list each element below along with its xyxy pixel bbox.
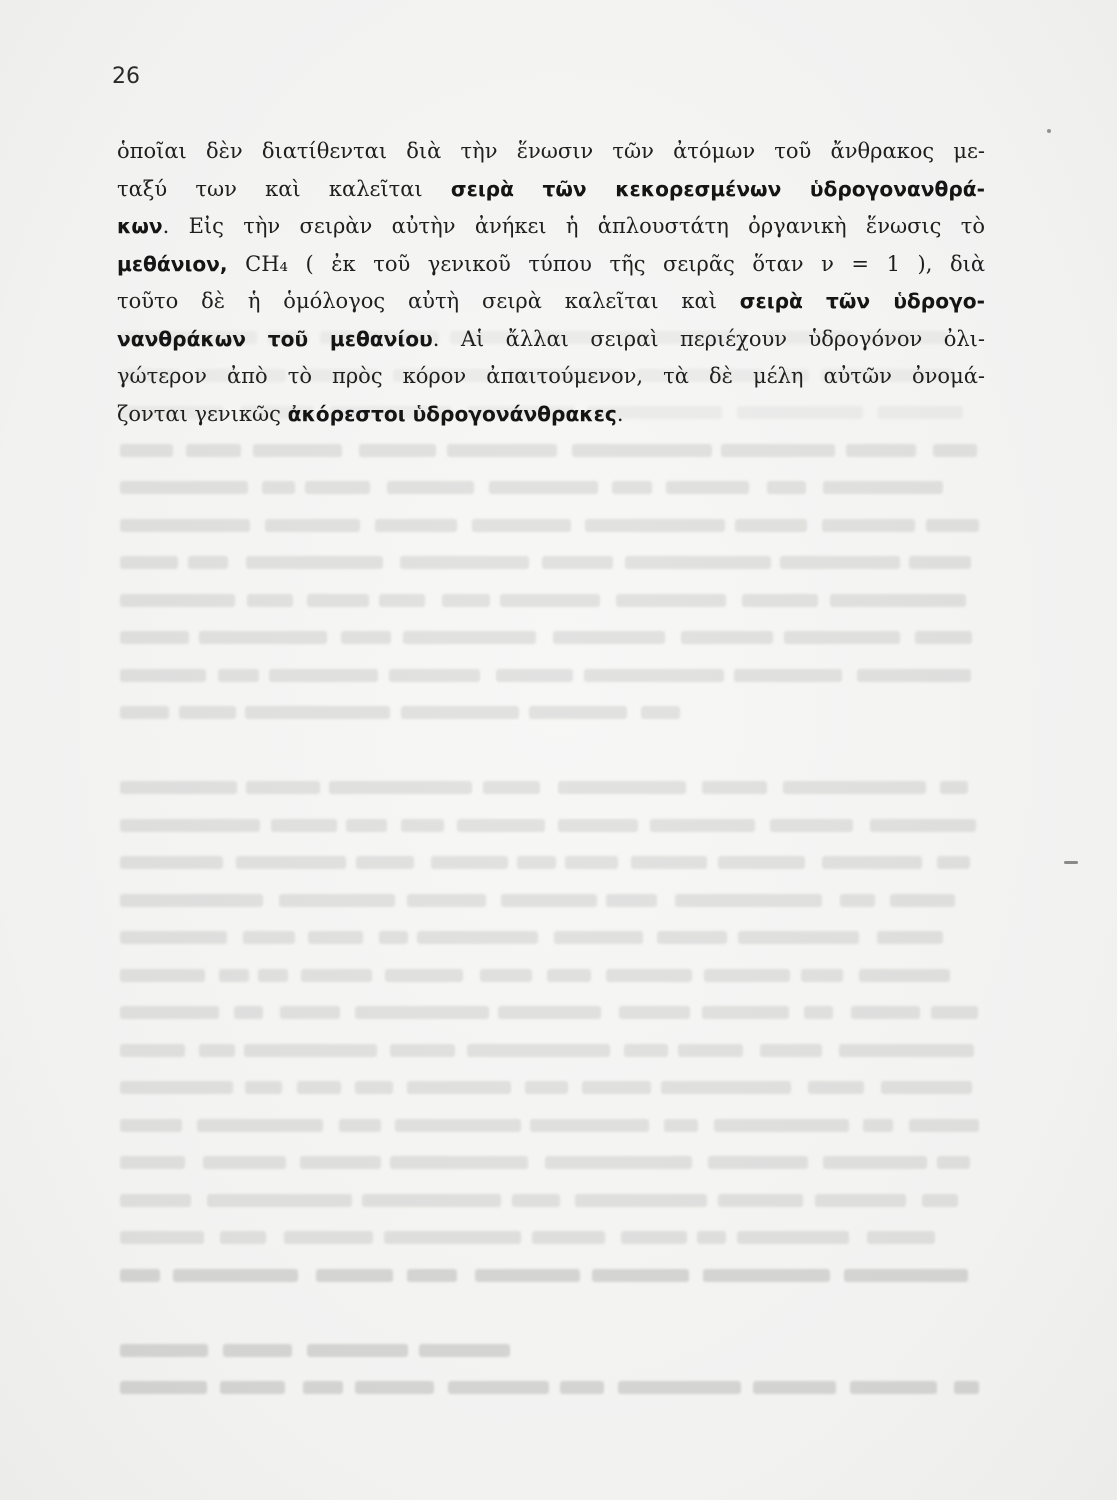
bleed-through-word	[738, 931, 860, 944]
text-run: ὁποῖαι δὲν διατίθενται διὰ τὴν ἕνωσιν τῶν ἀτόμων τοῦ ἄνθρακος με-	[117, 139, 985, 163]
bleed-through-word	[612, 481, 652, 494]
bleed-through-line	[120, 656, 990, 694]
text-run: τοῦτο δὲ ἡ ὁμόλογος αὐτὴ σειρὰ καλεῖται καὶ	[117, 289, 740, 313]
bleed-through-word	[616, 594, 726, 607]
text-line	[117, 246, 985, 284]
bleed-through-word	[753, 1381, 836, 1394]
bleed-through-word	[244, 1044, 377, 1057]
text-line	[117, 208, 985, 246]
bold-term: μεθάνιον,	[117, 251, 228, 276]
bleed-through-word	[606, 894, 657, 907]
bleed-through-word	[120, 706, 169, 719]
bleed-through-word	[937, 1156, 970, 1169]
bleed-through-word	[307, 594, 369, 607]
bleed-through-word	[472, 519, 571, 532]
bleed-through-word	[223, 1344, 292, 1357]
bleed-through-word	[356, 856, 414, 869]
bleed-through-word	[218, 669, 260, 682]
bleed-through-word	[341, 631, 391, 644]
text-line	[117, 396, 985, 434]
bleed-through-word	[808, 1081, 864, 1094]
bleed-through-word	[840, 894, 875, 907]
bold-term: σειρὰ τῶν κεκορεσμένων ὑδρογονανθρά-	[450, 176, 985, 201]
bleed-through-word	[532, 1231, 605, 1244]
bleed-through-word	[592, 1269, 688, 1282]
bleed-through-line	[120, 1106, 990, 1144]
bleed-through-line	[120, 843, 990, 881]
bleed-through-word	[253, 444, 342, 457]
bleed-through-word	[207, 1194, 353, 1207]
page-number: 26	[112, 64, 140, 89]
bleed-through-word	[305, 481, 370, 494]
bleed-through-word	[390, 1156, 528, 1169]
bleed-through-word	[933, 444, 977, 457]
bleed-through-word	[407, 894, 486, 907]
bleed-through-word	[783, 781, 926, 794]
bleed-through-word	[120, 1231, 204, 1244]
scan-speck	[1064, 861, 1078, 864]
bleed-through-word	[483, 781, 540, 794]
bleed-through-line	[120, 918, 990, 956]
bleed-through-word	[624, 1044, 667, 1057]
bleed-through-word	[661, 1081, 790, 1094]
bleed-through-word	[179, 706, 236, 719]
bleed-through-word	[307, 1344, 408, 1357]
bleed-through-word	[269, 669, 378, 682]
bleed-through-word	[542, 556, 613, 569]
bleed-through-word	[702, 1006, 789, 1019]
bleed-through-word	[870, 819, 975, 832]
bleed-through-line	[120, 1068, 990, 1106]
bleed-through-word	[303, 1381, 343, 1394]
bleed-through-word	[675, 894, 822, 907]
bleed-through-word	[718, 1194, 803, 1207]
bleed-through-word	[815, 1194, 906, 1207]
text-run: CH₄ ( ἐκ τοῦ γενικοῦ τύπου τῆς σειρᾶς ὅταν ν = 1 ), διὰ	[227, 251, 985, 276]
bleed-through-line	[120, 581, 990, 619]
bleed-through-line	[120, 1368, 990, 1406]
bleed-through-word	[203, 1156, 286, 1169]
bleed-through-word	[407, 1269, 458, 1282]
bleed-through-word	[120, 519, 250, 532]
bleed-through-word	[401, 819, 444, 832]
bleed-through-word	[742, 594, 818, 607]
bleed-through-word	[851, 1006, 920, 1019]
bleed-through-word	[390, 1044, 455, 1057]
bleed-through-word	[375, 519, 457, 532]
bleed-through-word	[355, 1081, 393, 1094]
bleed-through-word	[909, 1119, 979, 1132]
bold-term: ἀκόρεστοι ὑδρογονάνθρακες	[287, 401, 617, 426]
bleed-through-word	[355, 1381, 434, 1394]
bleed-through-word	[770, 819, 853, 832]
bleed-through	[120, 318, 990, 1423]
bleed-through-word	[262, 481, 294, 494]
text-run: ζονται γενικῶς	[117, 401, 288, 426]
bleed-through-line	[120, 543, 990, 581]
bleed-through-word	[403, 631, 536, 644]
bleed-through-word	[246, 781, 319, 794]
bleed-through-word	[926, 519, 979, 532]
bleed-through-word	[553, 631, 665, 644]
bleed-through-word	[721, 444, 835, 457]
bleed-through-word	[877, 931, 943, 944]
bleed-through-word	[246, 556, 384, 569]
bleed-through-word	[120, 1006, 219, 1019]
bleed-through-word	[735, 519, 807, 532]
bleed-through-word	[407, 1081, 511, 1094]
bleed-through-word	[830, 594, 966, 607]
bleed-through-word	[823, 1156, 927, 1169]
bleed-through-word	[530, 1119, 648, 1132]
bleed-through-word	[300, 1156, 381, 1169]
bleed-through-word	[401, 706, 519, 719]
bleed-through-word	[400, 556, 530, 569]
bleed-through-word	[120, 669, 206, 682]
bleed-through-word	[545, 1156, 692, 1169]
bleed-through-line	[120, 693, 990, 731]
bleed-through-line	[120, 468, 990, 506]
bleed-through-word	[554, 931, 642, 944]
bleed-through-word	[173, 1269, 299, 1282]
bold-term: σειρὰ τῶν ὑδρογο-	[739, 289, 986, 313]
bleed-through-word	[558, 781, 687, 794]
bold-term: κων	[117, 214, 163, 238]
bleed-through-word	[909, 556, 971, 569]
bleed-through-line	[120, 506, 990, 544]
bleed-through-word	[120, 781, 237, 794]
bleed-through-word	[475, 1269, 580, 1282]
bleed-through-word	[631, 856, 707, 869]
bold-term: νανθράκων τοῦ μεθανίου	[117, 326, 433, 351]
bleed-through-word	[822, 856, 922, 869]
bleed-through-word	[329, 781, 472, 794]
bleed-through-word	[120, 1269, 160, 1282]
bleed-through-word	[258, 969, 289, 982]
scan-speck	[1047, 129, 1051, 133]
text-run: . Εἰς τὴν σειρὰν αὐτὴν ἀνήκει ἡ ἁπλουστάτη ὀργανικὴ ἕνωσις τὸ	[162, 214, 985, 238]
bleed-through-word	[931, 1006, 978, 1019]
bleed-through-word	[844, 1269, 968, 1282]
bleed-through-word	[890, 894, 955, 907]
bleed-through-word	[245, 706, 389, 719]
bleed-through-word	[625, 556, 771, 569]
text-line	[117, 171, 985, 209]
bleed-through-word	[697, 1231, 727, 1244]
bleed-through-line	[120, 1256, 990, 1294]
bleed-through-word	[247, 594, 293, 607]
bleed-through-word	[804, 1006, 833, 1019]
bleed-through-word	[467, 1044, 610, 1057]
bleed-through-word	[501, 894, 597, 907]
text-run: . Αἱ ἄλλαι σειραὶ περιέχουν ὑδρογόνον ὀλι-	[432, 326, 985, 351]
bleed-through-word	[857, 669, 971, 682]
bleed-through-line	[120, 431, 990, 469]
bleed-through-word	[760, 1044, 823, 1057]
bleed-through-word	[572, 444, 711, 457]
bleed-through-word	[120, 819, 260, 832]
bleed-through-word	[219, 969, 249, 982]
bleed-through-word	[780, 556, 900, 569]
bleed-through-word	[618, 1381, 741, 1394]
bleed-through-word	[575, 1194, 707, 1207]
bleed-through-line	[120, 1181, 990, 1219]
bleed-through-word	[188, 556, 228, 569]
bleed-through-word	[525, 1081, 569, 1094]
bleed-through-word	[496, 669, 573, 682]
bleed-through-line	[120, 956, 990, 994]
bleed-through-word	[839, 1044, 974, 1057]
bleed-through-word	[389, 669, 480, 682]
bleed-through-word	[120, 969, 205, 982]
bleed-through-word	[881, 1081, 973, 1094]
bleed-through-word	[199, 1044, 236, 1057]
bleed-through-word	[915, 631, 972, 644]
bleed-through-word	[650, 819, 754, 832]
bleed-through-word	[737, 1231, 848, 1244]
bleed-through-word	[850, 1381, 938, 1394]
text-line	[117, 133, 985, 171]
paragraph	[117, 133, 985, 433]
bleed-through-line	[120, 806, 990, 844]
text-line	[117, 283, 985, 321]
bleed-through-word	[619, 1006, 691, 1019]
bleed-through-word	[316, 1269, 393, 1282]
bleed-through-word	[120, 1119, 182, 1132]
bleed-through-word	[512, 1194, 560, 1207]
bleed-through-word	[922, 1194, 959, 1207]
bleed-through-word	[823, 481, 943, 494]
bleed-through-word	[565, 856, 618, 869]
bleed-through-word	[346, 819, 386, 832]
bleed-through-word	[582, 1081, 650, 1094]
bleed-through-word	[714, 1119, 850, 1132]
bleed-through-word	[867, 1231, 936, 1244]
bleed-through-word	[385, 969, 463, 982]
bleed-through-word	[120, 856, 223, 869]
bleed-through-line	[120, 1143, 990, 1181]
bleed-through-word	[846, 444, 917, 457]
bleed-through-word	[355, 1006, 489, 1019]
bleed-through-word	[120, 444, 173, 457]
bleed-through-word	[940, 781, 968, 794]
bleed-through-word	[606, 969, 691, 982]
bleed-through-word	[417, 931, 538, 944]
text-run: γώτερον ἀπὸ τὸ πρὸς κόρον ἀπαιτούμενον, τὰ δὲ μέλη αὐτῶν ὀνομά-	[117, 364, 985, 388]
bleed-through-word	[379, 931, 408, 944]
text-line	[117, 358, 985, 396]
bleed-through-word	[585, 519, 725, 532]
bleed-through-word	[301, 969, 372, 982]
text-run: ταξύ των καὶ καλεῖται	[117, 176, 451, 201]
bleed-through-word	[457, 819, 545, 832]
bleed-through-word	[120, 1044, 185, 1057]
bleed-through-word	[419, 1344, 510, 1357]
bleed-through-word	[681, 631, 772, 644]
bleed-through-word	[297, 1081, 341, 1094]
bleed-through-word	[243, 931, 295, 944]
bleed-through-word	[234, 1006, 263, 1019]
bleed-through-word	[120, 1381, 207, 1394]
bleed-through-word	[767, 481, 806, 494]
bleed-through-line	[120, 993, 990, 1031]
bleed-through-word	[220, 1381, 285, 1394]
bleed-through-word	[245, 1081, 282, 1094]
bleed-through-word	[359, 444, 436, 457]
bleed-through-word	[308, 931, 364, 944]
text-line	[117, 321, 985, 359]
bleed-through-word	[621, 1231, 687, 1244]
bleed-through-word	[489, 481, 599, 494]
bleed-through-word	[236, 856, 346, 869]
bleed-through-word	[120, 631, 189, 644]
bleed-through-word	[708, 1156, 807, 1169]
bleed-through-word	[448, 1381, 549, 1394]
bleed-through-word	[186, 444, 241, 457]
bleed-through-word	[703, 1269, 830, 1282]
bleed-through-word	[120, 931, 227, 944]
bleed-through-line	[120, 618, 990, 656]
bleed-through-word	[120, 594, 235, 607]
bleed-through-line	[120, 881, 990, 919]
bleed-through-word	[199, 631, 327, 644]
bleed-through-word	[280, 1006, 340, 1019]
bleed-through-word	[863, 1119, 893, 1132]
bleed-through-word	[265, 519, 361, 532]
bleed-through-word	[859, 969, 950, 982]
bleed-through-word	[395, 1119, 521, 1132]
bleed-through-word	[271, 819, 337, 832]
bleed-through-word	[120, 1344, 208, 1357]
bleed-through-word	[442, 594, 490, 607]
bleed-through-word	[718, 856, 805, 869]
bleed-through-word	[120, 1156, 185, 1169]
bleed-through-word	[666, 481, 749, 494]
bleed-through-word	[120, 1194, 191, 1207]
bleed-through-word	[498, 1006, 601, 1019]
bleed-through-word	[384, 1231, 521, 1244]
bleed-through-word	[678, 1044, 743, 1057]
bleed-through-word	[279, 894, 395, 907]
bleed-through-line	[120, 1218, 990, 1256]
bleed-through-word	[379, 594, 425, 607]
bleed-through-word	[704, 969, 790, 982]
bleed-through-word	[362, 1194, 501, 1207]
bleed-through-word	[657, 931, 727, 944]
bleed-through-word	[547, 969, 591, 982]
bleed-through-line	[120, 1331, 990, 1369]
bleed-through-word	[197, 1119, 323, 1132]
bleed-through-word	[339, 1119, 380, 1132]
bleed-through-word	[584, 669, 724, 682]
bleed-through-word	[801, 969, 842, 982]
bleed-through-word	[734, 669, 842, 682]
bleed-through-word	[529, 706, 627, 719]
bleed-through-word	[517, 856, 556, 869]
bleed-through-word	[558, 819, 638, 832]
bleed-through-word	[120, 481, 248, 494]
bleed-through-word	[702, 781, 767, 794]
bleed-through-word	[954, 1381, 979, 1394]
bleed-through-word	[120, 556, 178, 569]
bleed-through-word	[431, 856, 507, 869]
bleed-through-line	[120, 768, 990, 806]
bleed-through-word	[500, 594, 600, 607]
bleed-through-word	[560, 1381, 604, 1394]
bleed-through-word	[480, 969, 532, 982]
bleed-through-word	[822, 519, 915, 532]
bleed-through-word	[220, 1231, 267, 1244]
bleed-through-word	[664, 1119, 698, 1132]
bleed-through-word	[784, 631, 900, 644]
bleed-through-word	[284, 1231, 373, 1244]
bleed-through-word	[641, 706, 680, 719]
bleed-through-word	[387, 481, 473, 494]
text-run: .	[616, 401, 624, 426]
bleed-through-line	[120, 1031, 990, 1069]
bleed-through-word	[120, 1081, 233, 1094]
bleed-through-word	[447, 444, 557, 457]
bleed-through-word	[937, 856, 970, 869]
bleed-through-word	[120, 894, 263, 907]
